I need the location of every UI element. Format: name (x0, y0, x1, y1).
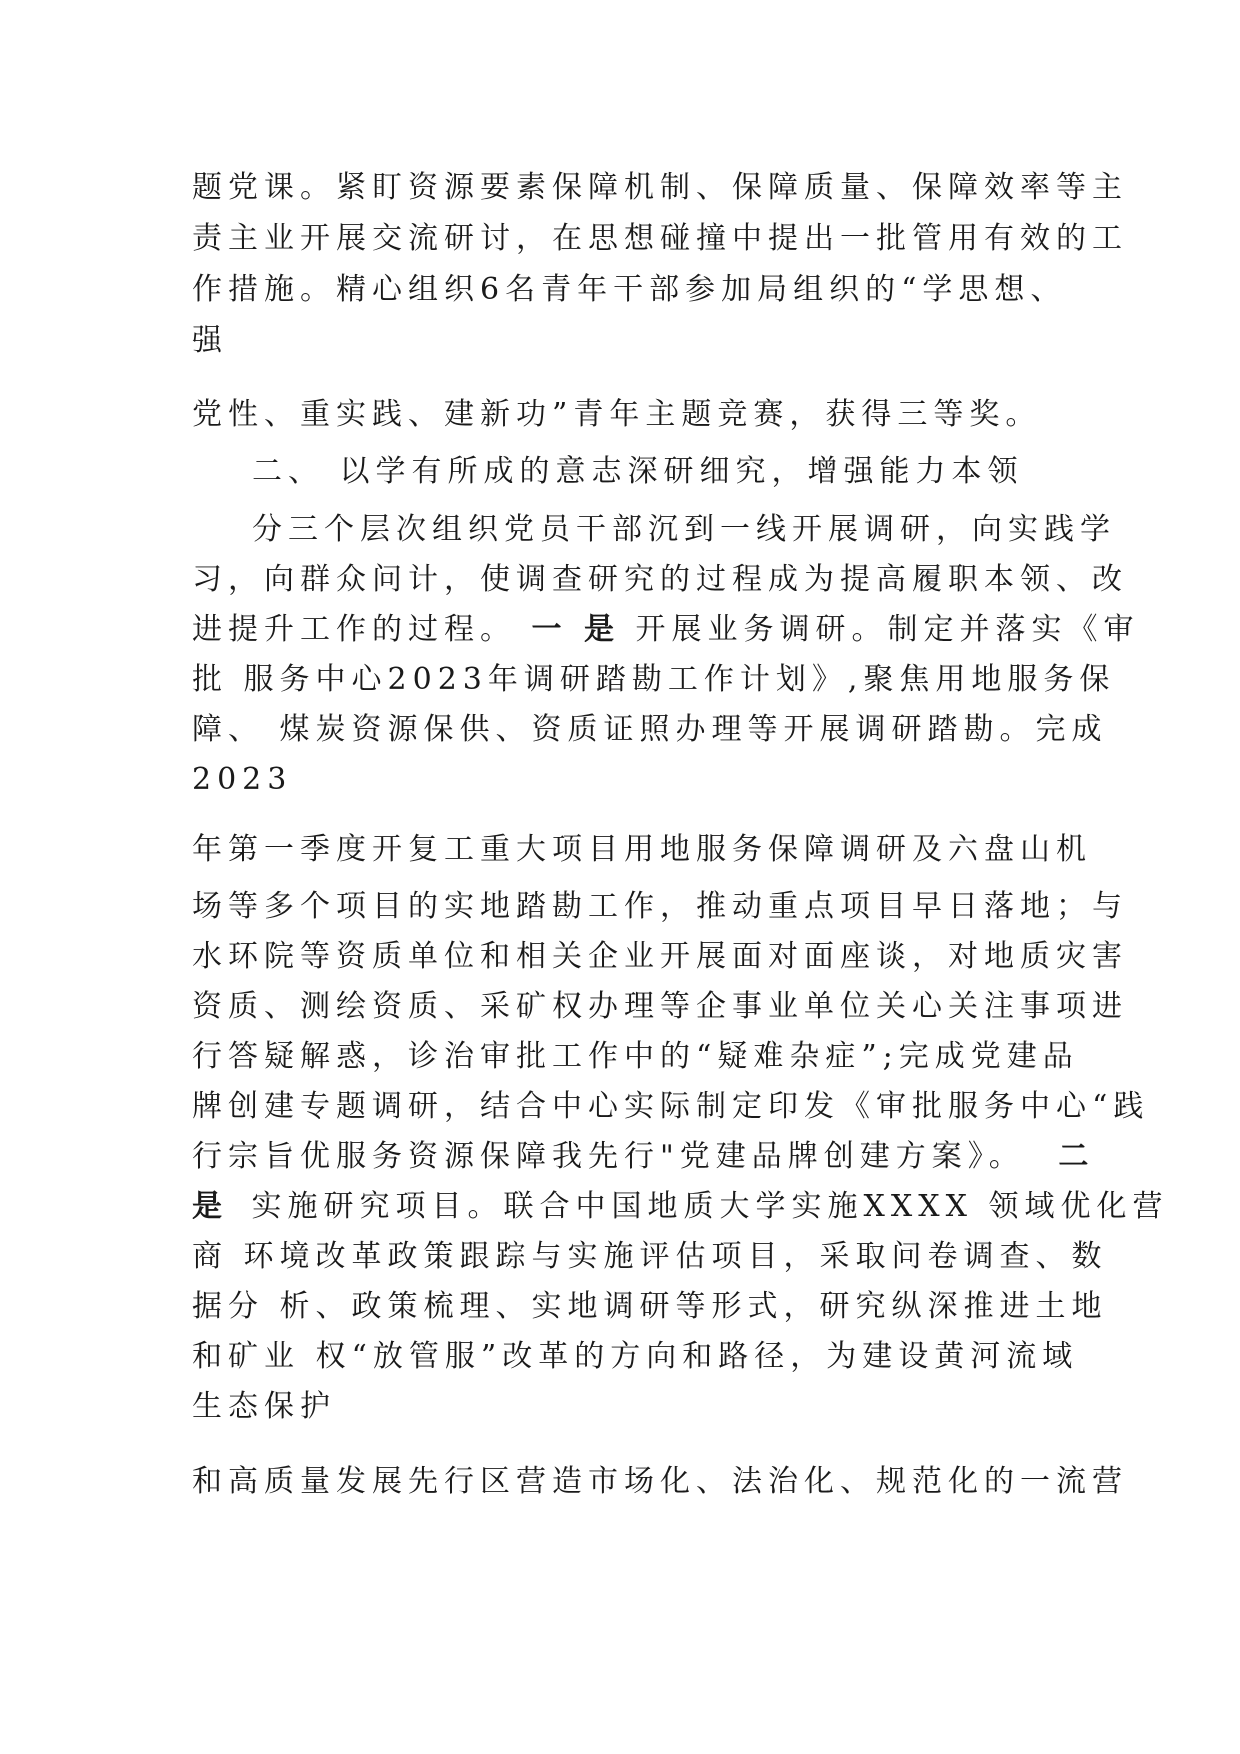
bold-marker: 是 (192, 1189, 228, 1224)
text-line: 行答疑解惑，诊治审批工作中的“疑难杂症”;完成党建品 (192, 1039, 1079, 1074)
text-line: 生态保护 (192, 1389, 336, 1424)
text-line: 牌创建专题调研，结合中心实际制定印发《审批服务中心“践 (192, 1089, 1150, 1124)
text-line: 责主业开展交流研讨，在思想碰撞中提出一批管用有效的工 (192, 221, 1128, 256)
text-line: 党性、重实践、建新功”青年主题竞赛，获得三等奖。 (192, 397, 1042, 432)
text-line: 障、 煤炭资源保供、资质证照办理等开展调研踏勘。完成 (192, 712, 1108, 747)
text-segment: 进提升工作的过程。 (192, 612, 516, 647)
text-line: 水环院等资质单位和相关企业开展面对面座谈，对地质灾害 (192, 939, 1128, 974)
text-line (192, 610, 1140, 650)
text-line: 商 环境改革政策跟踪与实施评估项目，采取问卷调查、数 (192, 1239, 1108, 1274)
bold-marker: 二 (1058, 1139, 1095, 1174)
text-line: 资质、测绘资质、采矿权办理等企事业单位关心关注事项进 (192, 989, 1128, 1024)
text-line: 据分 析、政策梳理、实地调研等形式，研究纵深推进土地 (192, 1289, 1108, 1324)
text-line: 强 (192, 323, 228, 358)
section-heading: 二、 以学有所成的意志深研细究，增强能力本领 (252, 454, 1024, 489)
text-segment: 开展业务调研。制定并落实《审 (635, 612, 1140, 647)
text-line (192, 1137, 1094, 1177)
text-line: 场等多个项目的实地踏勘工作，推动重点项目早日落地；与 (192, 889, 1128, 924)
bold-marker: 一 是 (531, 612, 620, 647)
text-line: 作措施。精心组织6名青年干部参加局组织的“学思想、 (192, 272, 1067, 307)
text-line: 和矿业 权“放管服”改革的方向和路径，为建设黄河流域 (192, 1339, 1079, 1374)
paragraph-first-line: 分三个层次组织党员干部沉到一线开展调研，向实践学 (252, 512, 1116, 547)
text-segment: 行宗旨优服务资源保障我先行"党建品牌创建方案》。 (192, 1139, 1025, 1174)
text-line: 2023 (192, 762, 293, 797)
text-line: 习，向群众问计，使调查研究的过程成为提高履职本领、改 (192, 562, 1128, 597)
text-segment: 实施研究项目。联合中国地质大学实施XXXX 领域优化营 (251, 1189, 1169, 1224)
text-line: 题党课。紧盯资源要素保障机制、保障质量、保障效率等主 (192, 170, 1128, 205)
text-line (192, 1187, 1169, 1227)
text-line: 年第一季度开复工重大项目用地服务保障调研及六盘山机 (192, 832, 1092, 867)
text-line: 和高质量发展先行区营造市场化、法治化、规范化的一流营 (192, 1464, 1128, 1499)
text-line: 批 服务中心2023年调研踏勘工作计划》,聚焦用地服务保 (192, 662, 1116, 697)
